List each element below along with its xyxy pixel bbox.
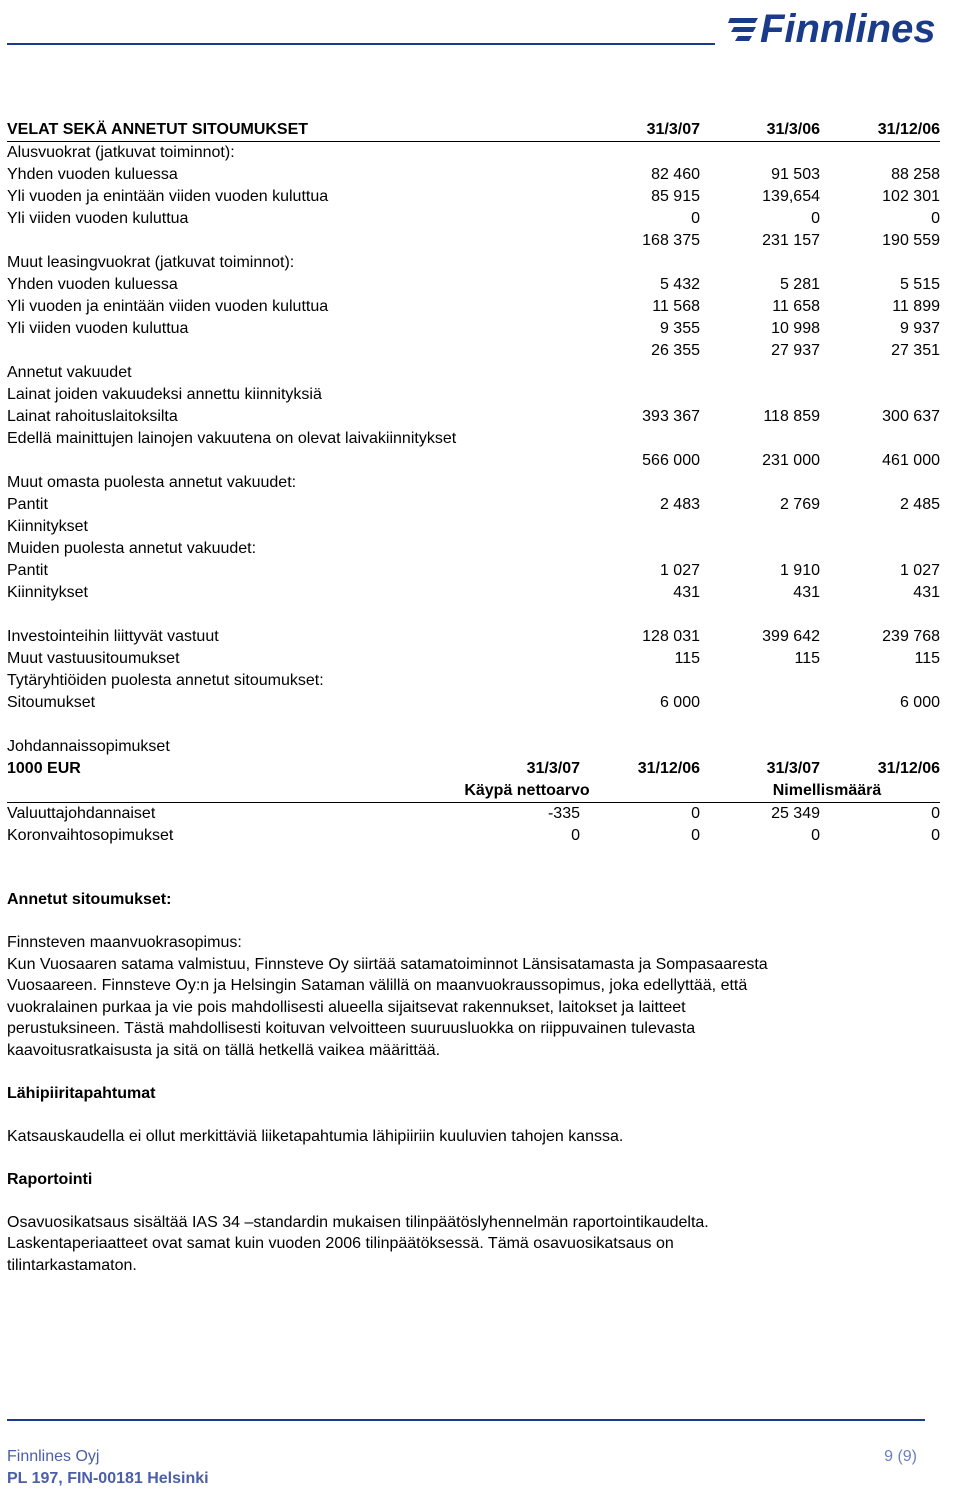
row-value: 0 (931, 805, 940, 822)
paragraph-line: Laskentaperiaatteet ovat samat kuin vuoden 2006 tilinpäätöksessä. Tämä osavuosikatsaus on (7, 1235, 674, 1252)
row-label: Yli viiden vuoden kuluttua (7, 210, 189, 227)
row-value: 2 769 (779, 496, 820, 513)
table-row (7, 340, 940, 362)
row-value: 1 910 (779, 562, 820, 579)
row-value: 0 (931, 827, 940, 844)
table-row (7, 142, 940, 164)
col-header: 31/12/06 (637, 760, 700, 777)
table-row (7, 538, 940, 560)
footer (7, 1446, 917, 1490)
row-value: 128 031 (642, 628, 700, 645)
table-row (7, 825, 940, 847)
paragraph-line: vuokralainen purkaa ja vie pois mahdollisesti alueella sijaitsevat rakennukset, laitokset ja laitteet (7, 998, 686, 1016)
row-value: 1 027 (899, 562, 940, 579)
paragraph-line: kaavoitusratkaisusta ja sitä on tällä hetkellä vaikea määrittää. (7, 1041, 441, 1059)
header-rule (7, 43, 715, 45)
col-header: 31/3/07 (526, 760, 580, 777)
row-label: Muut omasta puolesta annetut vakuudet: (7, 474, 297, 491)
table-row (7, 803, 940, 825)
deriv-group-row (7, 780, 940, 803)
paragraph-line: Kun Vuosaaren satama valmistuu, Finnsteve Oy siirtää satamatoiminnot Länsisatamasta ja Sompasaaresta (7, 955, 768, 973)
table-row (7, 604, 940, 626)
row-value: 231 000 (762, 452, 820, 469)
table-row (7, 428, 940, 450)
heading-commitments: Annetut sitoumukset: (7, 891, 172, 908)
table-row (7, 450, 940, 472)
row-value: 115 (794, 650, 820, 667)
table-row (7, 736, 940, 758)
row-value: 2 485 (899, 496, 940, 513)
col-header: 31/12/06 (877, 760, 940, 777)
row-label: Alusvuokrat (jatkuvat toiminnot): (7, 144, 235, 161)
row-value: 26 355 (651, 342, 700, 359)
row-value: 11 899 (892, 298, 940, 315)
col-header: 31/3/07 (646, 121, 700, 138)
derivatives-table (7, 758, 940, 847)
table-row (7, 274, 940, 296)
row-value: 461 000 (882, 452, 940, 469)
row-value: -335 (547, 805, 580, 822)
row-value: 5 515 (899, 276, 940, 293)
table-header-row (7, 119, 940, 142)
deriv-unit: 1000 EUR (7, 760, 81, 777)
footer-rule (7, 1419, 925, 1421)
row-value: 0 (811, 210, 820, 227)
row-value: 300 637 (882, 408, 940, 425)
row-value: 11 568 (652, 298, 700, 315)
paragraph-line: Osavuosikatsaus sisältää IAS 34 –standardin mukaisen tilinpäätöslyhennelmän raportointikaudelta. (7, 1213, 709, 1231)
subheading-land-lease: Finnsteven maanvuokrasopimus: (7, 934, 242, 951)
row-label: Lainat rahoituslaitoksilta (7, 408, 178, 425)
col-header: 31/3/06 (766, 121, 820, 138)
row-value: 231 157 (762, 232, 820, 249)
row-value: 431 (793, 584, 820, 601)
table-row (7, 296, 940, 318)
row-label: Valuuttajohdannaiset (7, 805, 156, 822)
row-label: Koronvaihtosopimukset (7, 827, 174, 844)
table-row (7, 516, 940, 538)
row-label: Pantit (7, 562, 48, 579)
row-label: Yhden vuoden kuluessa (7, 276, 178, 293)
row-label: Tytäryhtiöiden puolesta annetut sitoumukset: (7, 672, 324, 689)
row-value: 85 915 (651, 188, 700, 205)
row-label: Annetut vakuudet (7, 364, 132, 381)
row-value: 82 460 (651, 166, 700, 183)
table-row (7, 714, 940, 736)
row-value: 190 559 (882, 232, 940, 249)
row-label: Sitoumukset (7, 694, 96, 711)
row-value: 115 (914, 650, 940, 667)
footer-address: PL 197, FIN-00181 Helsinki (7, 1470, 209, 1487)
row-value: 27 937 (771, 342, 820, 359)
row-label: Edellä mainittujen lainojen vakuutena on olevat laivakiinnitykset (7, 430, 457, 447)
row-value: 0 (691, 827, 700, 844)
logo-wordmark: Finnlines (760, 7, 936, 50)
row-value: 10 998 (771, 320, 820, 337)
related-party-text: Katsauskaudella ei ollut merkittäviä liiketapahtumia lähipiiriin kuuluvien tahojen kanssa. (7, 1127, 624, 1145)
row-value: 102 301 (882, 188, 940, 205)
paragraph-line: perustuksineen. Tästä mahdollisesti koituvan velvoitteen suuruusluokka on riippuvainen tulevasta (7, 1020, 696, 1037)
col-header: 31/3/07 (766, 760, 820, 777)
row-value: 0 (571, 827, 580, 844)
row-label: Yhden vuoden kuluessa (7, 166, 178, 183)
row-label: Muiden puolesta annetut vakuudet: (7, 540, 257, 557)
row-value: 88 258 (891, 166, 940, 183)
row-label: Muut leasingvuokrat (jatkuvat toiminnot): (7, 254, 295, 271)
commitments-section (7, 889, 937, 1276)
table-row (7, 670, 940, 692)
row-value: 5 281 (779, 276, 820, 293)
row-label: Lainat joiden vakuudeksi annettu kiinnityksiä (7, 386, 322, 403)
row-value: 5 432 (659, 276, 700, 293)
row-value: 0 (691, 805, 700, 822)
row-value: 1 027 (659, 562, 700, 579)
table-row (7, 626, 940, 648)
row-value: 6 000 (899, 694, 940, 711)
col-header: 31/12/06 (877, 121, 940, 138)
row-value: 2 483 (659, 496, 700, 513)
finnlines-logo (728, 4, 956, 50)
table-row (7, 560, 940, 582)
table-row (7, 406, 940, 428)
row-label: Kiinnitykset (7, 584, 88, 601)
row-label: Yli viiden vuoden kuluttua (7, 320, 189, 337)
table-row (7, 362, 940, 384)
row-value: 239 768 (882, 628, 940, 645)
footer-company: Finnlines Oyj (7, 1448, 100, 1465)
group-label-nominal: Nimellismäärä (772, 782, 882, 799)
row-value: 9 355 (659, 320, 700, 337)
row-value: 0 (931, 210, 940, 227)
row-value: 11 658 (772, 298, 820, 315)
row-value: 9 937 (899, 320, 940, 337)
group-label-fair-value: Käypä nettoarvo (464, 782, 590, 799)
row-value: 431 (913, 584, 940, 601)
row-value: 431 (673, 584, 700, 601)
row-label: Yli vuoden ja enintään viiden vuoden kuluttua (7, 298, 329, 315)
table-row (7, 186, 940, 208)
row-label: Kiinnitykset (7, 518, 88, 535)
row-value: 0 (811, 827, 820, 844)
heading-reporting: Raportointi (7, 1170, 93, 1188)
table-row (7, 472, 940, 494)
row-value: 25 349 (771, 805, 820, 822)
table-row (7, 384, 940, 406)
table-title: VELAT SEKÄ ANNETUT SITOUMUKSET (7, 121, 309, 138)
row-label: Muut vastuusitoumukset (7, 650, 180, 667)
table-row (7, 164, 940, 186)
paragraph-line: tilintarkastamaton. (7, 1256, 137, 1274)
liabilities-table (7, 119, 940, 847)
table-row (7, 582, 940, 604)
row-value: 91 503 (771, 166, 820, 183)
row-value: 6 000 (659, 694, 700, 711)
row-label: Johdannaissopimukset (7, 738, 170, 755)
table-row (7, 494, 940, 516)
row-label: Investointeihin liittyvät vastuut (7, 628, 219, 645)
row-value: 168 375 (642, 232, 700, 249)
row-value: 115 (674, 650, 700, 667)
row-value: 393 367 (642, 408, 700, 425)
deriv-header-row (7, 758, 940, 780)
row-value: 566 000 (642, 452, 700, 469)
page-number: 9 (9) (884, 1448, 917, 1465)
row-value: 0 (691, 210, 700, 227)
table-row (7, 692, 940, 714)
row-label: Yli vuoden ja enintään viiden vuoden kuluttua (7, 188, 329, 205)
heading-related-party: Lähipiiritapahtumat (7, 1084, 156, 1102)
table-row (7, 230, 940, 252)
row-value: 139,654 (762, 188, 820, 205)
paragraph-line: Vuosaareen. Finnsteve Oy:n ja Helsingin Sataman välillä on maanvuokraussopimus, joka edellyttää, että (7, 977, 748, 994)
table-row (7, 648, 940, 670)
table-row (7, 252, 940, 274)
row-value: 118 859 (763, 408, 820, 425)
row-value: 399 642 (762, 628, 820, 645)
table-row (7, 208, 940, 230)
row-label: Pantit (7, 496, 48, 513)
row-value: 27 351 (891, 342, 940, 359)
table-row (7, 318, 940, 340)
